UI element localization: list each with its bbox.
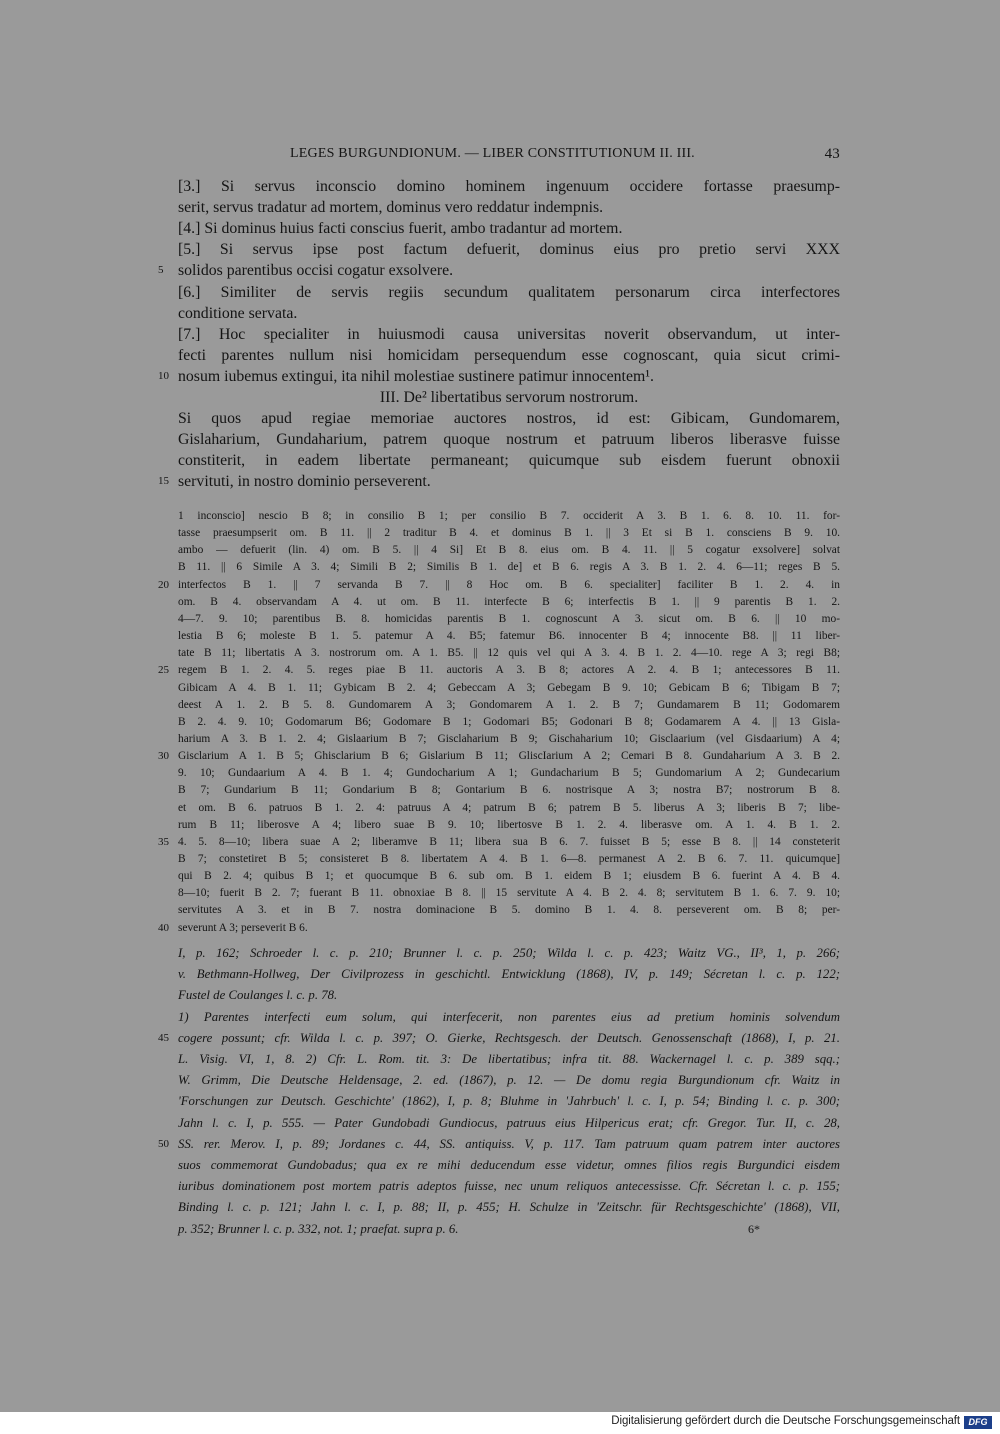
text-line: Gislaharium, Gundaharium, patrem quoque nostrum et patruum liberos liberasve fuisse <box>178 431 840 449</box>
text-line: nosum iubemus extingui, ita nihil molestiae sustinere patimur innocentem¹. <box>178 367 654 385</box>
text-line: constiterit, in eadem libertate permaneant; quicumque sub eisdem fuerunt obnoxii <box>178 452 840 470</box>
footnote-line: Binding l. c. p. 121; Jahn l. c. I, p. 88; II, p. 455; H. Schulze in 'Zeitschr. für Rechtsgeschichte' (1868), VII, <box>178 1200 840 1215</box>
apparatus-line: regem B 1. 2. 4. 5. reges piae B 11. auctoris A 3. B 8; actores A 2. 4. B 1; antecessores B 11. <box>178 664 840 677</box>
apparatus-line: tate B 11; libertatis A 3. nostrorum om. A 1. B5. || 12 quis vel qui A 3. 4. B 1. 2. 4—10. rege A 3; regi B8; <box>178 647 840 660</box>
footnote-line: suos commemorat Gundobadus; qua ex re mihi deducendum esse videtur, omnes filios regis Burgundici eisdem <box>178 1158 840 1172</box>
line-number: 10 <box>158 369 169 382</box>
line-number: 15 <box>158 475 169 488</box>
apparatus-line: 9. 10; Gundaarium A 4. B 1. 4; Gundocharium A 1; Gundacharium B 5; Gundomarium A 2; Gundecarium <box>178 767 840 780</box>
footnote-line: W. Grimm, Die Deutsche Heldensage, 2. ed. (1867), p. 12. — De domu regia Burgundionum cfr. Waitz in <box>178 1073 840 1088</box>
apparatus-line: B 7; Gundarium B 11; Gondarium B 8; Gontarium B 6. nostrisque A 3; nostra B7; nostrorum B 8. <box>178 784 840 797</box>
apparatus-line: rum B 11; liberosve A 4; libero suae B 9. 10; libertosve B 1. 2. 4. liberasve om. A 1. 4. B 1. 2. <box>178 818 840 831</box>
apparatus-line: et om. B 6. patruos B 1. 2. 4: patruus A 4; patrum B 6; patrem B 5. liberus A 3; liberis B 7; libe- <box>178 801 840 814</box>
text-line: [5.] Si servus ipse post factum defuerit, dominus eius pro pretio servi XXX <box>178 241 840 259</box>
footnote-line: p. 352; Brunner l. c. p. 332, not. 1; praefat. supra p. 6. <box>178 1221 459 1236</box>
text-line: Si quos apud regiae memoriae auctores nostros, id est: Gibicam, Gundomarem, <box>178 410 840 428</box>
footnote-line: I, p. 162; Schroeder l. c. p. 210; Brunner l. c. p. 250; Wilda l. c. p. 423; Waitz VG., II³, 1, p. 266; <box>178 946 840 960</box>
funding-credit: Digitalisierung gefördert durch die Deutsche Forschungsgemeinschaft <box>611 1415 960 1427</box>
footnote-line: 'Forschungen zur Deutsch. Geschichte' (1862), I, p. 8; Bluhme in 'Jahrbuch' l. c. I, p. 54; Binding l. c. p. 300; <box>178 1094 840 1109</box>
apparatus-line: Gisclarium A 1. B 5; Ghisclarium B 6; Gislarium B 11; GliscIarium A 2; Cemari B 8. Gundaharium A 3. B 2. <box>178 750 840 763</box>
apparatus-line: qui B 2. 4; quibus B 1; et quocumque B 6. sub om. B 1. eidem B 1; eiusdem B 6. fuerint A 4. B 4. <box>178 870 840 883</box>
running-header <box>178 146 840 166</box>
text-line: solidos parentibus occisi cogatur exsolvere. <box>178 262 454 280</box>
apparatus-line: B 7; constetiret B 5; consisteret B 8. libertatem A 4. B 1. 6—8. permanest A 2. B 6. 7. 11. quicumque] <box>178 853 840 865</box>
apparatus-line: 8—10; fuerit B 2. 7; fuerant B 11. obnoxiae B 8. || 15 servitute A 4. B 2. 4. 8; servitutem B 1. 6. 7. 9. 10; <box>178 887 840 900</box>
line-number: 20 <box>158 578 169 591</box>
line-number: 25 <box>158 664 169 677</box>
footnote-line: cogere possunt; cfr. Wilda l. c. p. 397; O. Gierke, Rechtsgesch. der Deutsch. Genossenschaft (1868), I, p. 21. <box>178 1030 840 1045</box>
footnote-line: L. Visig. VI, 1, 8. 2) Cfr. L. Rom. tit. 3: De libertatibus; infra tit. 88. Wackernagel l. c. p. 389 sqq.; <box>178 1052 840 1066</box>
footnote-line: 1) Parentes interfecti eum solum, qui interfecerit, non parentes eius ad pretium hominis solvendum <box>178 1009 840 1024</box>
signature-mark: 6* <box>748 1221 760 1236</box>
apparatus-line: lestia B 6; moleste B 1. 5. patemur A 4. B5; fatemur B6. innocenter B 4; innocente B8. || 11 liber- <box>178 630 840 643</box>
footnote-line: Jahn l. c. I, p. 555. — Pater Gundobadi Gundiocus, patruus eius Hilpericus erat; cfr. Gregor. Tur. II, c. 28, <box>178 1115 840 1130</box>
apparatus-line: B 2. 4. 9. 10; Godomarum B6; Godomare B 1; Godomari B5; Godonari B 8; Godamarem A 4. || 13 Gisla- <box>178 715 840 728</box>
footer-bar <box>0 1412 1000 1434</box>
footnote-line: SS. rer. Merov. I, p. 89; Jordanes c. 44, SS. antiquiss. V, p. 117. Tam patruum quam patrem inter auctores <box>178 1136 840 1151</box>
apparatus-line: B 11. || 6 Simile A 3. 4; Simili B 2; Similis B 1. de] et B 6. regis A 3. B 1. 2. 4. 6—11; reges B 5. <box>178 561 840 574</box>
line-number: 5 <box>158 264 164 277</box>
apparatus-line: deest A 1. 2. B 5. 8. Gundomarem A 3; Gondomarem A 1. 2. B 7; Gundamarem B 11; Godomarem <box>178 698 840 711</box>
apparatus-line: servitutes A 3. et in B 7. nostra dominacione B 5. domino B 1. 4. 8. perseverent om. B 8; per- <box>178 904 840 917</box>
apparatus-line: om. B 4. observandam A 4. ut om. B 11. interfecte B 6; interfectis B 1. || 9 parentis B 1. 2. <box>178 595 840 608</box>
footnote-line: Fustel de Coulanges l. c. p. 78. <box>178 988 338 1003</box>
apparatus-line: 4—7. 9. 10; parentibus B. 8. homicidas parentis B 1. cognoscunt A 3. sicut om. B 6. || 10 mo- <box>178 612 840 625</box>
text-line: III. De² libertatibus servorum nostrorum. <box>379 389 639 406</box>
line-number: 45 <box>158 1031 169 1044</box>
apparatus-line: severunt A 3; perseverit B 6. <box>178 921 308 934</box>
page-number: 43 <box>824 146 840 162</box>
apparatus-line: 1 inconscio] nescio B 8; in consilio B 1; per consilio B 7. occiderit A 3. B 1. 6. 8. 10. 11. for- <box>178 510 840 522</box>
text-line: serit, servus tradatur ad mortem, dominus vero reddatur indempnis. <box>178 199 604 217</box>
line-number: 30 <box>158 750 169 763</box>
apparatus-line: ambo — defuerit (lin. 4) om. B 5. || 4 Si] Et B 8. eius om. B 4. 11. || 5 cogatur exsolvere] solvat <box>178 544 840 557</box>
apparatus-line: 4. 5. 8—10; libera suae A 2; liberamve B 11; libera sua B 6. 7. fuisset B 5; esse B 8. || 14 consteterit <box>178 835 840 848</box>
apparatus-line: tasse praesumpserit om. B 11. || 2 traditur B 4. et dominus B 1. || 3 Et si B 1. consciens B 9. 10. <box>178 527 840 540</box>
footnote-line: v. Bethmann-Hollweg, Der Civilprozess in geschichtl. Entwicklung (1868), IV, p. 149; Sécretan l. c. p. 122; <box>178 967 840 982</box>
apparatus-line: harium A 3. B 1. 2. 4; Gislaarium B 7; Gisclaharium B 9; Gischaharium 10; Gisclaarium (vel Gisdaarium) A 4; <box>178 732 840 745</box>
footnote-line: iuribus dominationem post mortem patris adeptos fuisse, nec unum reliquos antecessisse. Cfr. Sécretan l. c. p. 155; <box>178 1179 840 1194</box>
text-line: [6.] Similiter de servis regiis secundum qualitatem personarum circa interfectores <box>178 283 840 301</box>
apparatus-line: interfectos B 1. || 7 servanda B 7. || 8 Hoc om. B 6. specialiter] faciliter B 1. 2. 4. in <box>178 578 840 591</box>
line-number: 35 <box>158 835 169 848</box>
text-line: [4.] Si dominus huius facti conscius fuerit, ambo tradantur ad mortem. <box>178 220 623 238</box>
apparatus-line: Gibicam A 4. B 1. 11; Gybicam B 2. 4; Gebeccam A 3; Gebegam B 9. 10; Gebicam B 6; Tibigam B 7; <box>178 681 840 694</box>
line-number: 50 <box>158 1137 169 1150</box>
text-line: [7.] Hoc specialiter in huiusmodi causa universitas noverit observandum, ut inter- <box>178 325 840 343</box>
dfg-logo: DFG <box>964 1416 992 1429</box>
line-number: 40 <box>158 921 169 934</box>
text-line: conditione servata. <box>178 304 298 322</box>
text-line: servituti, in nostro dominio perseverent. <box>178 473 431 491</box>
text-line: fecti parentes nullum nisi homicidam persequendum esse cognoscant, quia sicut crimi- <box>178 346 840 364</box>
running-head: LEGES BURGUNDIONUM. — LIBER CONSTITUTIONUM II. III. <box>290 146 695 161</box>
text-line: [3.] Si servus inconscio domino hominem ingenuum occidere fortasse praesump- <box>178 178 840 195</box>
